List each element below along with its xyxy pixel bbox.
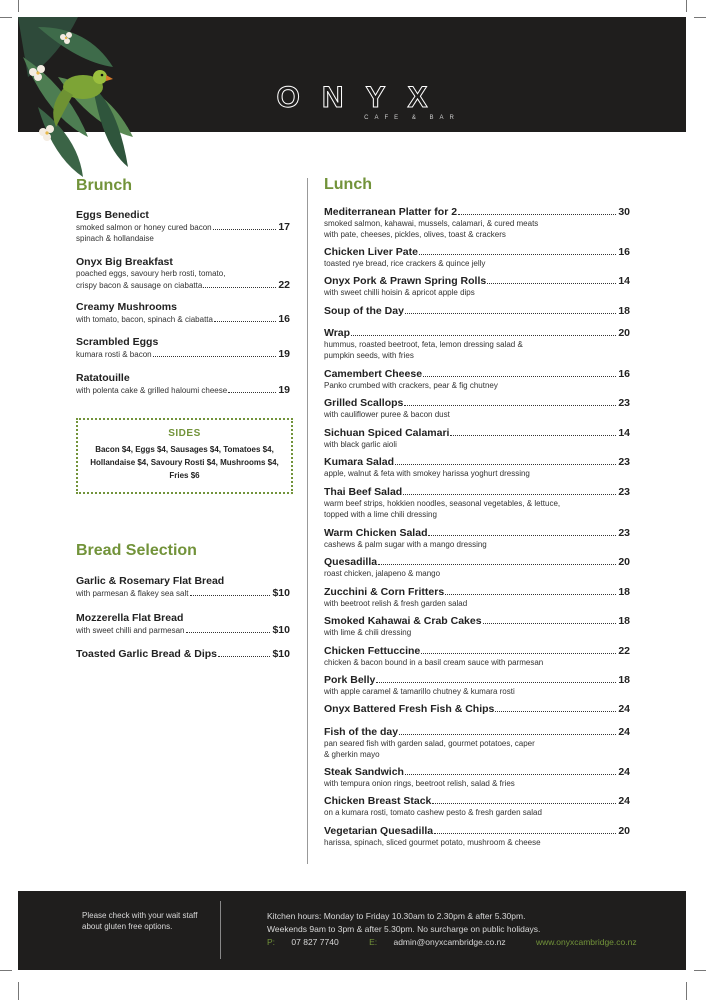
crop-mark [686, 982, 687, 1000]
menu-item [76, 256, 290, 291]
dot-leader [218, 655, 270, 657]
menu-item-price: 16 [618, 368, 630, 380]
menu-item-name: Warm Chicken Salad [324, 527, 428, 539]
kitchen-hours: Kitchen hours: Monday to Friday 10.30am to 2.30pm & after 5.30pm. [267, 911, 526, 921]
dot-leader [487, 282, 616, 284]
menu-item [324, 726, 630, 760]
menu-item-name: Pork Belly [324, 674, 376, 686]
sides-box [76, 418, 293, 494]
menu-item [324, 556, 630, 579]
menu-item-desc: apple, walnut & feta with smokey harissa yoghurt dressing [324, 469, 530, 478]
menu-item [324, 427, 630, 450]
menu-item-desc: crispy bacon & sausage on ciabatta [76, 281, 203, 290]
menu-item-price: 24 [618, 703, 630, 715]
menu-item-name: Kumara Salad [324, 456, 395, 468]
menu-item-name: Soup of the Day [324, 305, 404, 317]
menu-item [76, 336, 290, 360]
menu-item-price: 19 [278, 384, 290, 396]
menu-item-name: Zucchini & Corn Fritters [324, 586, 445, 598]
tropical-bird-illustration [18, 17, 138, 177]
dot-leader [351, 334, 616, 336]
menu-item-desc: with tomato, bacon, spinach & ciabatta [76, 315, 213, 324]
dot-leader [432, 802, 616, 804]
menu-item [324, 275, 630, 298]
menu-item-desc: roast chicken, jalapeno & mango [324, 569, 441, 578]
dot-leader [421, 652, 616, 654]
menu-item-desc: pan seared fish with garden salad, gourmet potatoes, caper [324, 739, 535, 748]
menu-item [324, 586, 630, 609]
footer-banner [18, 891, 686, 970]
dot-leader [153, 355, 277, 357]
menu-item-price: 20 [618, 556, 630, 568]
menu-item-price: 30 [618, 206, 630, 218]
bread-title: Bread Selection [76, 542, 197, 559]
dot-leader [203, 286, 276, 288]
dot-leader [423, 375, 616, 377]
weekend-hours: Weekends 9am to 3pm & after 5.30pm. No surcharge on public holidays. [267, 924, 541, 934]
menu-item-name: Toasted Garlic Bread & Dips [76, 648, 218, 660]
menu-item-desc: Panko crumbed with crackers, pear & fig chutney [324, 381, 498, 390]
menu-item-desc: with black garlic aioli [324, 440, 397, 449]
menu-item-desc: with lime & chili dressing [324, 628, 412, 637]
crop-mark [694, 970, 706, 971]
dot-leader [450, 434, 616, 436]
lunch-section [324, 176, 630, 194]
menu-item-desc: & gherkin mayo [324, 750, 380, 759]
menu-item [324, 766, 630, 789]
menu-item [324, 206, 630, 240]
menu-item-price: 22 [618, 645, 630, 657]
menu-item [76, 575, 290, 599]
menu-item-price: 23 [618, 456, 630, 468]
menu-item-price: 17 [278, 221, 290, 233]
website-link[interactable]: www.onyxcambridge.co.nz [535, 937, 637, 947]
menu-item [324, 486, 630, 520]
crop-mark [18, 0, 19, 12]
menu-item-name: Grilled Scallops [324, 397, 404, 409]
menu-item-name: Smoked Kahawai & Crab Cakes [324, 615, 482, 627]
menu-item-desc: warm beef strips, hokkien noodles, seasonal vegetables, & lettuce, [324, 499, 561, 508]
menu-item [76, 648, 290, 660]
dot-leader [495, 710, 616, 712]
crop-mark [686, 0, 687, 12]
menu-item-desc: toasted rye bread, rice crackers & quince jelly [324, 259, 486, 268]
menu-item-name: Onyx Pork & Prawn Spring Rolls [324, 275, 487, 287]
menu-item-name: Sichuan Spiced Calamari [324, 427, 450, 439]
menu-item-desc: with apple caramel & tamarillo chutney & kumara rosti [324, 687, 515, 696]
menu-item-desc: kumara rosti & bacon [76, 350, 152, 359]
dot-leader [213, 228, 277, 230]
menu-item [76, 372, 290, 396]
menu-item-price: 24 [618, 726, 630, 738]
menu-item [324, 703, 630, 715]
menu-item-price: 24 [618, 766, 630, 778]
dot-leader [190, 594, 271, 596]
menu-item-desc: with sweet chilli hoisin & apricot apple dips [324, 288, 475, 297]
menu-item-price: 16 [618, 246, 630, 258]
menu-item-desc: smoked salmon or honey cured bacon [76, 223, 212, 232]
dot-leader [419, 253, 616, 255]
menu-item [324, 527, 630, 550]
menu-item-name: Steak Sandwich [324, 766, 404, 778]
dot-leader [403, 493, 616, 495]
email-address[interactable]: admin@onyxcambridge.co.nz [393, 937, 506, 947]
dot-leader [395, 463, 616, 465]
dot-leader [483, 622, 617, 624]
menu-item [324, 456, 630, 479]
dot-leader [399, 733, 616, 735]
sides-title: SIDES [168, 428, 201, 439]
menu-item [324, 674, 630, 697]
dot-leader [434, 832, 616, 834]
gluten-note: Please check with your wait staff about gluten free options. [82, 911, 198, 931]
dot-leader [458, 213, 616, 215]
lunch-title: Lunch [324, 176, 372, 193]
phone-number[interactable]: 07 827 7740 [291, 937, 339, 947]
menu-item-name: Chicken Breast Stack [324, 795, 432, 807]
menu-item-price: 19 [278, 348, 290, 360]
dot-leader [428, 534, 616, 536]
menu-item-desc: on a kumara rosti, tomato cashew pesto & fresh garden salad [324, 808, 542, 817]
menu-item-desc: poached eggs, savoury herb rosti, tomato, [76, 269, 226, 278]
column-divider [307, 178, 308, 864]
menu-item-desc: with sweet chilli and parmesan [76, 626, 185, 635]
menu-item-name: Fish of the day [324, 726, 399, 738]
menu-item-name: Eggs Benedict [76, 209, 149, 221]
bread-section [76, 542, 290, 560]
dot-leader [405, 773, 616, 775]
menu-item-name: Thai Beef Salad [324, 486, 403, 498]
menu-item [76, 612, 290, 636]
menu-item [324, 397, 630, 420]
menu-item [324, 327, 630, 361]
dot-leader [378, 563, 616, 565]
menu-item-desc: with tempura onion rings, beetroot relish, salad & fries [324, 779, 515, 788]
menu-item-desc: smoked salmon, kahawai, mussels, calamari, & cured meats [324, 219, 539, 228]
menu-item-desc: chicken & bacon bound in a basil cream sauce with parmesan [324, 658, 544, 667]
dot-leader [376, 681, 616, 683]
menu-item-desc: with beetroot relish & fresh garden salad [324, 599, 468, 608]
menu-item [324, 795, 630, 818]
dot-leader [228, 391, 276, 393]
menu-item-name: Garlic & Rosemary Flat Bread [76, 575, 225, 587]
brunch-title: Brunch [76, 177, 132, 194]
menu-item-price: 18 [618, 305, 630, 317]
menu-item-price: 22 [278, 279, 290, 291]
menu-item-desc: with parmesan & flakey sea salt [76, 589, 189, 598]
menu-item [324, 615, 630, 638]
menu-item-desc: with pate, cheeses, pickles, olives, toast & crackers [324, 230, 506, 239]
menu-item [324, 368, 630, 391]
menu-item-name: Camembert Cheese [324, 368, 423, 380]
menu-item-desc: hummus, roasted beetroot, feta, lemon dressing salad & [324, 340, 523, 349]
brand-name: ONYX [276, 81, 450, 114]
menu-item-price: 14 [618, 275, 630, 287]
menu-item-name: Vegetarian Quesadilla [324, 825, 434, 837]
menu-item-price: $10 [272, 648, 290, 660]
menu-item-price: 18 [618, 615, 630, 627]
menu-item-price: 18 [618, 674, 630, 686]
menu-item-price: 20 [618, 825, 630, 837]
menu-item [324, 305, 630, 317]
crop-mark [18, 982, 19, 1000]
menu-item-name: Mediterranean Platter for 2 [324, 206, 458, 218]
menu-item-name: Onyx Battered Fresh Fish & Chips [324, 703, 495, 715]
menu-item-name: Creamy Mushrooms [76, 301, 177, 313]
phone-label: P: [267, 937, 276, 947]
menu-item-price: 24 [618, 795, 630, 807]
dot-leader [404, 404, 616, 406]
menu-item-name: Quesadilla [324, 556, 378, 568]
footer-divider [220, 901, 221, 959]
menu-item [76, 209, 290, 244]
contact-line [267, 936, 651, 949]
brunch-section [76, 177, 290, 195]
menu-item [324, 645, 630, 668]
menu-item-desc: cashews & palm sugar with a mango dressing [324, 540, 487, 549]
crop-mark [0, 17, 12, 18]
dot-leader [445, 593, 616, 595]
menu-item-desc: with polenta cake & grilled haloumi cheese [76, 386, 228, 395]
menu-item-name: Mozzerella Flat Bread [76, 612, 184, 624]
menu-item-name: Chicken Liver Pate [324, 246, 418, 258]
sides-text: Bacon $4, Eggs $4, Sausages $4, Tomatoes $4, Hollandaise $4, Savoury Rosti $4, Mushrooms $4, Fries $6 [90, 445, 279, 480]
menu-item-name: Onyx Big Breakfast [76, 256, 173, 268]
crop-mark [694, 17, 706, 18]
menu-item-price: 20 [618, 327, 630, 339]
menu-item-price: 16 [278, 313, 290, 325]
menu-item-price: 18 [618, 586, 630, 598]
menu-item-name: Wrap [324, 327, 351, 339]
menu-item-price: 14 [618, 427, 630, 439]
dot-leader [186, 631, 271, 633]
footer-info [267, 910, 651, 949]
menu-item [76, 301, 290, 325]
menu-item-desc: with cauliflower puree & bacon dust [324, 410, 450, 419]
menu-item-name: Chicken Fettuccine [324, 645, 421, 657]
menu-item-price: 23 [618, 397, 630, 409]
menu-item-desc: topped with a lime chili dressing [324, 510, 437, 519]
menu-item-desc: spinach & hollandaise [76, 234, 154, 243]
menu-item [324, 825, 630, 848]
menu-item-name: Ratatouille [76, 372, 130, 384]
menu-item-price: $10 [272, 587, 290, 599]
dot-leader [405, 312, 616, 314]
menu-item-price: 23 [618, 486, 630, 498]
menu-item-desc: harissa, spinach, sliced gourmet potato, mushroom & cheese [324, 838, 541, 847]
crop-mark [0, 970, 12, 971]
menu-item-desc: pumpkin seeds, with fries [324, 351, 414, 360]
dot-leader [214, 320, 276, 322]
menu-item-price: $10 [272, 624, 290, 636]
brand-subtitle: CAFE & BAR [364, 115, 460, 121]
menu-item-price: 23 [618, 527, 630, 539]
menu-item-name: Scrambled Eggs [76, 336, 159, 348]
email-label: E: [369, 937, 378, 947]
menu-item [324, 246, 630, 269]
